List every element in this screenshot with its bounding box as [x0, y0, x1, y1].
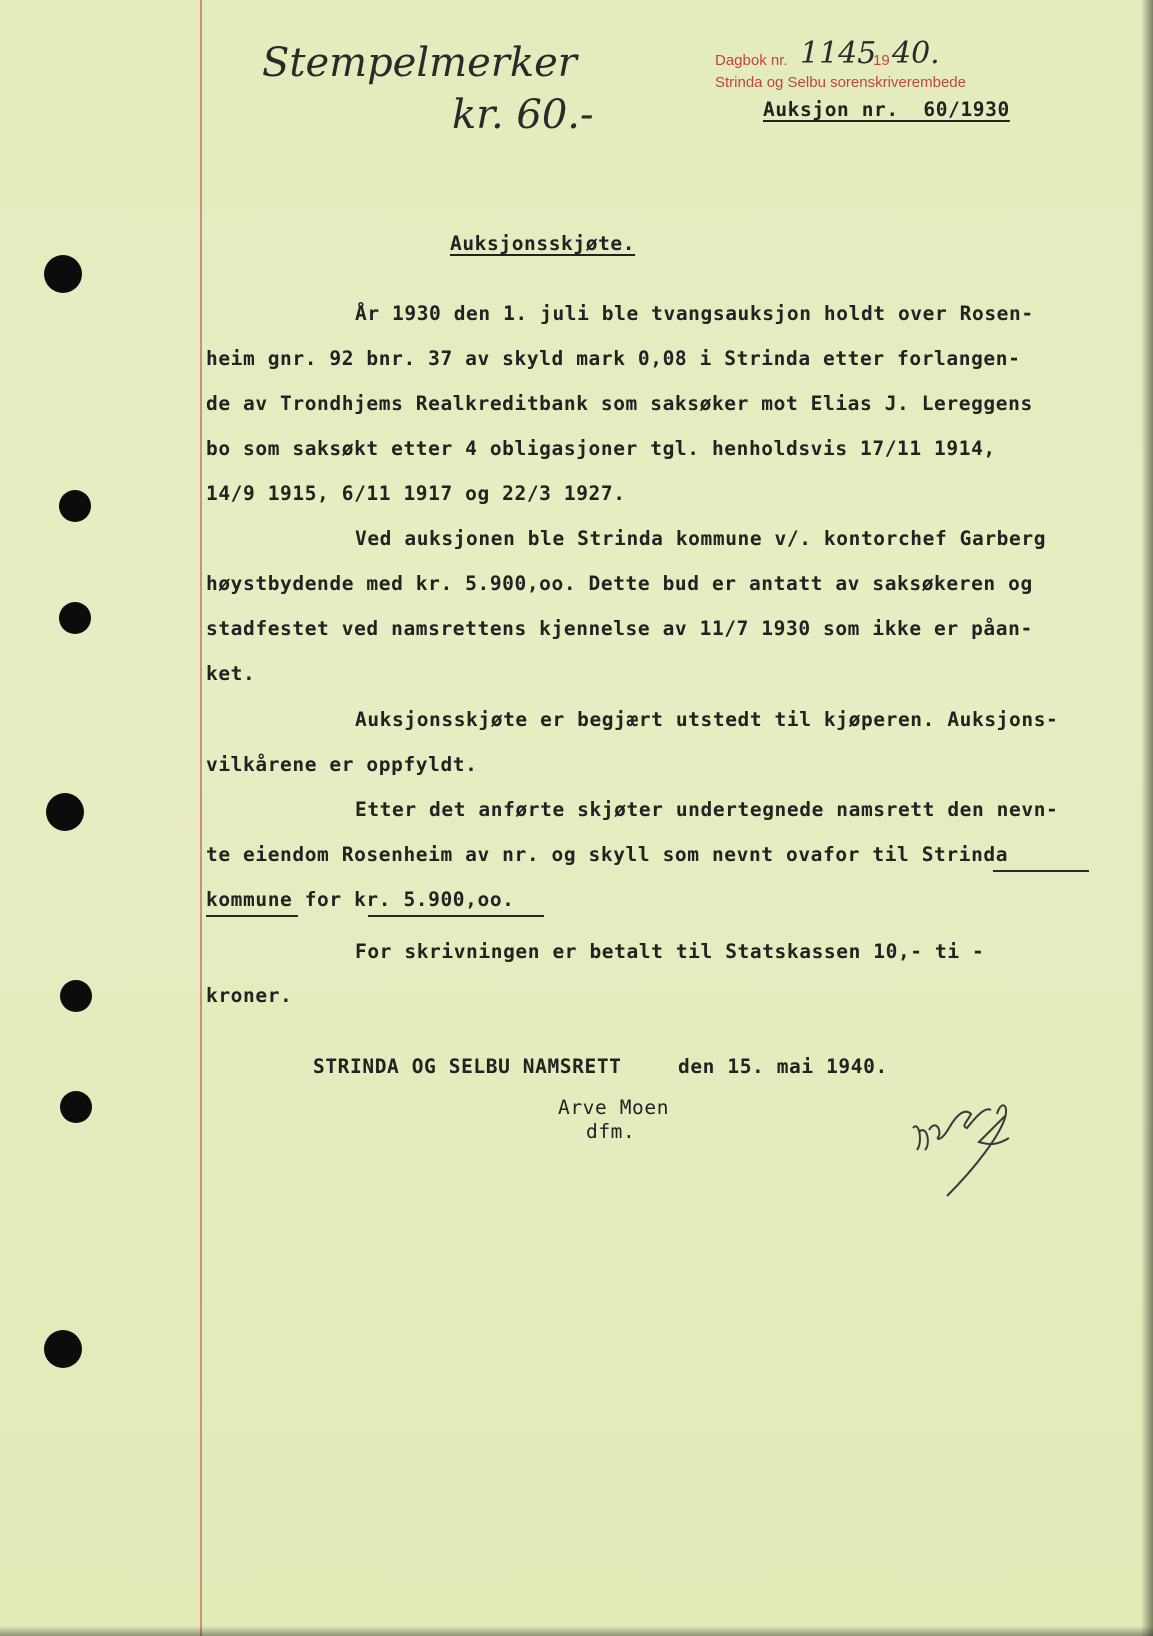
register-year-prefix: 19	[873, 52, 890, 69]
underline-mark	[993, 870, 1089, 872]
body-line: kroner.	[206, 984, 293, 1007]
punch-hole	[44, 1330, 82, 1368]
body-line: År 1930 den 1. juli ble tvangsauksjon holdt over Rosen-	[355, 302, 1034, 325]
register-year-suffix: 40.	[892, 36, 940, 71]
body-line: heim gnr. 92 bnr. 37 av skyld mark 0,08 i Strinda etter forlangen-	[206, 347, 1021, 370]
underline-mark	[368, 915, 544, 917]
body-line: te eiendom Rosenheim av nr. og skyll som nevnt ovafor til Strinda	[206, 843, 1009, 866]
court-name: STRINDA OG SELBU NAMSRETT	[313, 1055, 622, 1078]
underline-mark	[206, 915, 298, 917]
body-line: kommune for kr. 5.900,oo.	[206, 888, 515, 911]
body-line: ket.	[206, 662, 256, 685]
page-edge-shadow	[0, 1626, 1153, 1636]
signature-mark	[905, 1070, 1025, 1210]
page-edge-shadow	[1141, 0, 1153, 1636]
punch-hole	[44, 255, 82, 293]
body-line: Ved auksjonen ble Strinda kommune v/. kontorchef Garberg	[355, 527, 1047, 550]
register-number: 1145	[800, 36, 877, 71]
document-title: Auksjonsskjøte.	[450, 232, 636, 255]
punch-hole	[59, 602, 91, 634]
punch-hole	[46, 793, 84, 831]
punch-hole	[60, 980, 92, 1012]
auction-reference: Auksjon nr. 60/1930	[763, 98, 1010, 121]
punch-hole	[60, 1091, 92, 1123]
body-line: Auksjonsskjøte er begjært utstedt til kjøperen. Auksjons-	[355, 708, 1059, 731]
handwritten-note-line1: Stempelmerker	[262, 40, 577, 86]
punch-hole	[59, 490, 91, 522]
signer-name: Arve Moen	[558, 1096, 670, 1119]
closing-date: den 15. mai 1940.	[678, 1055, 888, 1078]
body-line: de av Trondhjems Realkreditbank som saksøker mot Elias J. Lereggens	[206, 392, 1033, 415]
body-line: bo som saksøkt etter 4 obligasjoner tgl. henholdsvis 17/11 1914,	[206, 437, 996, 460]
body-line: 14/9 1915, 6/11 1917 og 22/3 1927.	[206, 482, 626, 505]
body-line: stadfestet ved namsrettens kjennelse av 11/7 1930 som ikke er påan-	[206, 617, 1033, 640]
register-office: Strinda og Selbu sorenskriverembede	[715, 74, 966, 91]
margin-line	[200, 0, 202, 1636]
body-line: høystbydende med kr. 5.900,oo. Dette bud er antatt av saksøkeren og	[206, 572, 1033, 595]
handwritten-note-line2: kr. 60.-	[452, 92, 594, 138]
signer-title: dfm.	[586, 1120, 636, 1143]
register-stamp-label: Dagbok nr.	[715, 52, 788, 69]
body-line: Etter det anførte skjøter undertegnede namsrett den nevn-	[355, 798, 1059, 821]
body-line: For skrivningen er betalt til Statskassen 10,- ti -	[355, 940, 985, 963]
handwritten-stamp-note	[262, 40, 594, 138]
body-line: vilkårene er oppfyldt.	[206, 753, 478, 776]
